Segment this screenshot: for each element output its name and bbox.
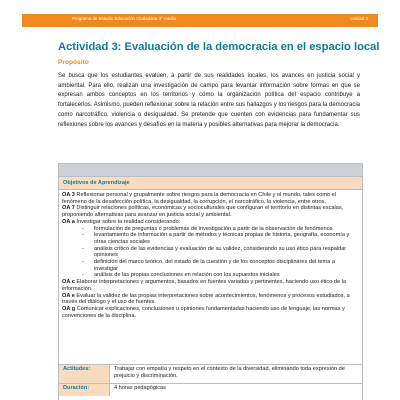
objective-code: OA 7 — [62, 205, 75, 212]
duration-text: 4 horas pedagógicas — [109, 384, 362, 396]
objective-text: Investigar sobre la realidad considerando: — [74, 218, 181, 225]
objective-code: OA g — [62, 305, 76, 312]
objective-code: OA 3 — [62, 192, 75, 198]
attitudes-label: Actitudes: — [59, 365, 109, 384]
duration-row — [59, 383, 362, 396]
objective-code: OA c — [62, 279, 75, 286]
duration-label: Duración: — [59, 384, 109, 396]
list-item: - definición del marco teórico, del estado de la cuestión y de los conceptos disciplinares del tema a investigar — [82, 259, 359, 272]
header-bar — [22, 14, 378, 27]
objective-oae — [62, 293, 359, 306]
objectives-table — [58, 163, 363, 400]
unit-label: Unidad 3 — [350, 16, 368, 21]
attitudes-text: Trabajar con empatía y respeto en el contexto de la diversidad, eliminando toda expresión de prejuicio y discriminación. — [109, 365, 362, 384]
objective-code: OA e — [62, 292, 75, 299]
objectives-header: Objetivos de Aprendizaje — [59, 177, 362, 190]
list-item: - análisis crítico de las evidencias y evaluación de su validez, considerando su uso ético para respaldar opiniones — [82, 246, 359, 259]
objective-oag — [62, 306, 359, 319]
objective-code: OA a — [62, 218, 75, 225]
objective-oaa — [62, 219, 359, 226]
objective-text: Comunicar explicaciones, conclusiones u opiniones fundamentadas haciendo uso de lenguaje, las normas y convenciones de la disciplina. — [62, 305, 345, 319]
objective-text: Evaluar la validez de las propias interpretaciones sobre acontecimientos, fenómenos y procesos estudiados, a través del diálogo y el uso de fuentes. — [62, 292, 350, 306]
objective-oa7 — [62, 205, 359, 218]
objective-oac — [62, 279, 359, 292]
investigation-list — [62, 226, 359, 280]
list-item: - análisis de las propias conclusiones en relación con los supuestos iniciales — [82, 272, 359, 279]
objective-text: Reflexionar personal y grupalmente sobre riesgos para la democracia en Chile y el mundo, tales como el fenómeno de la desafección política, la desigualdad, la corrupción, el narcotráfico, la violencia, entre otros. — [62, 192, 337, 205]
objective-oa3 — [62, 192, 359, 205]
list-item: - formulación de preguntas o problemas de investigación a partir de la observación de fenómenos — [82, 226, 359, 233]
program-title: Programa de Estudio Educación Ciudadana 3° medio — [72, 16, 177, 21]
list-item: - levantamiento de información a partir de métodos y técnicas propias de historia, geografía, economía y otras ciencias sociales — [82, 232, 359, 245]
purpose-heading: Propósito — [58, 59, 89, 66]
attitudes-row — [59, 364, 362, 384]
table-top-bar — [59, 164, 362, 177]
purpose-text: Se busca que los estudiantes evalúen, a partir de sus realidades locales, los avances en justicia social y ambiental. Para ello, realizan una investigación de campo para levantar información sobre formas en que se expresan ambos conceptos en los territorios y cómo la organización política del espacio contribuye a fortalecerlos. Asimismo, pueden reflexionar sobre la relación entre sus hallazgos y los riesgos para la democracia como narcotráfico, violencia o desigualdad. Se pretende que cuenten con evidencias para fundamentar sus reflexiones sobre los avances y desafíos en la materia y posibles alternativas para mejorar la democracia. — [58, 73, 360, 128]
objective-text: Elaborar interpretaciones y argumentos, basados en fuentes variadas y pertinentes, haciendo uso ético de la información. — [62, 279, 347, 292]
activity-title: Actividad 3: Evaluación de la democracia en el espacio local — [58, 41, 380, 53]
objective-text: Distinguir relaciones políticas, económicas y socioculturales que configuran el territorio en distintas escalas, proponiendo alternativas para avanzar en justicia social y ambiental. — [62, 205, 344, 219]
objectives-body — [59, 190, 362, 320]
